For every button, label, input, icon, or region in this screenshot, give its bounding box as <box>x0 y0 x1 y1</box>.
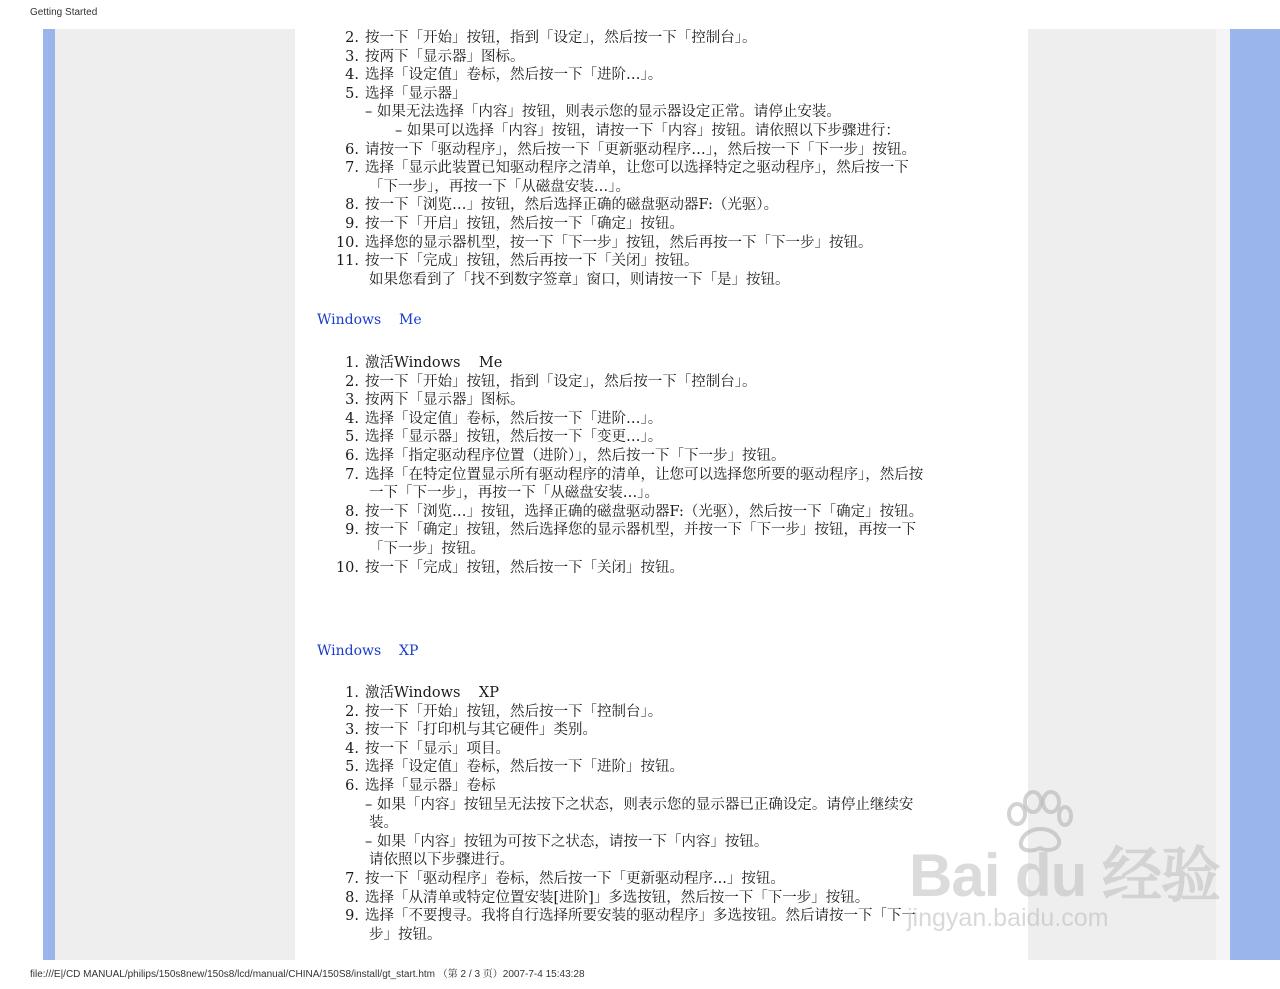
list-item-text: 如果您看到了「找不到数字签章」窗口，则请按一下「是」按钮。 <box>369 271 790 288</box>
list-item-text: 装。 <box>369 815 398 832</box>
list-item-number: 3. <box>345 392 359 409</box>
list-item-text: 选择「显示器」 <box>365 85 467 102</box>
list-item-number: 4. <box>345 67 359 84</box>
list-item-text: 选择「从清单或特定位置安装[进阶]」多选按钮，然后按一下「下一步」按钮。 <box>365 889 870 906</box>
list-item-text: 按一下「浏览…」按钮，选择正确的磁盘驱动器F:（光驱），然后按一下「确定」按钮。 <box>365 503 924 520</box>
list-item-text: 请按一下「驱动程序」，然后按一下「更新驱动程序…」，然后按一下「下一步」按钮。 <box>365 141 916 158</box>
list-item-text: 请依照以下步骤进行。 <box>369 852 514 869</box>
list-item-text: 「下一步」按钮。 <box>369 540 485 557</box>
list-item-number: 2. <box>345 30 359 46</box>
document-content <box>295 29 1028 960</box>
page-footer-path: file:///E|/CD MANUAL/philips/150s8new/150s8/lcd/manual/CHINA/150S8/install/gt_start.htm （第 2 / 3 页）2007-7-4 15:43:28 <box>30 969 585 980</box>
list-item-number: 5. <box>345 429 359 446</box>
list-item-text: 按一下「完成」按钮，然后按一下「关闭」按钮。 <box>365 559 684 576</box>
list-item-text: 按一下「打印机与其它硬件」类别。 <box>365 722 597 739</box>
list-item-text: 按一下「开始」按钮，指到「设定」，然后按一下「控制台」。 <box>365 373 757 390</box>
watermark-brand-text: Bai du 经验 <box>909 842 1221 909</box>
list-item-number: 8. <box>345 503 359 520</box>
list-item-text: – 如果可以选择「内容」按钮，请按一下「内容」按钮。请依照以下步骤进行： <box>395 122 900 139</box>
right-pale-strip <box>1216 29 1230 960</box>
list-item-text: 选择「指定驱动程序位置（进阶）」，然后按一下「下一步」按钮。 <box>365 447 786 464</box>
list-item-number: 7. <box>345 870 359 887</box>
list-item-number: 5. <box>345 759 359 776</box>
list-item-number: 6. <box>345 777 359 794</box>
watermark-url-text: jingyan.baidu.com <box>907 904 1109 932</box>
list-item-text: 步」按钮。 <box>369 926 442 943</box>
list-item-text: 「下一步」，再按一下「从磁盘安装…」。 <box>369 178 630 195</box>
list-item-text: 选择「显示器」卷标 <box>365 777 496 794</box>
list-item-text: 一下「下一步」，再按一下「从磁盘安装…」。 <box>369 485 659 502</box>
list-item-text: 选择您的显示器机型，按一下「下一步」按钮，然后再按一下「下一步」按钮。 <box>365 234 873 251</box>
list-item-number: 5. <box>345 85 359 102</box>
list-item-text: 按一下「驱动程序」卷标，然后按一下「更新驱动程序...」按钮。 <box>365 870 785 887</box>
left-gray-margin <box>55 29 295 960</box>
list-item-number: 3. <box>345 48 359 65</box>
list-item-number: 10. <box>335 559 359 576</box>
list-item-number: 4. <box>345 740 359 757</box>
list-item-text: 按一下「开始」按钮，指到「设定」，然后按一下「控制台」。 <box>365 30 757 46</box>
list-item-text: 按一下「显示」项目。 <box>365 740 510 757</box>
right-blue-band <box>1230 29 1280 960</box>
list-item-text: 按一下「开始」按钮，然后按一下「控制台」。 <box>365 703 663 720</box>
list-item-number: 7. <box>345 466 359 483</box>
list-item-number: 9. <box>345 908 359 925</box>
list-item-number: 7. <box>345 160 359 177</box>
list-item-number: 9. <box>345 215 359 232</box>
list-item-number: 10. <box>335 234 359 251</box>
list-item-text: 激活Windows XP <box>365 685 500 701</box>
section-heading-windows-me[interactable]: Windows Me <box>317 312 422 328</box>
list-item-number: 1. <box>345 355 359 371</box>
list-item-text: 按两下「显示器」图标。 <box>365 48 525 65</box>
list-item-text: – 如果「内容」按钮呈无法按下之状态，则表示您的显示器已正确设定。请停止继续安 <box>365 796 914 813</box>
list-item-number: 2. <box>345 703 359 720</box>
section-heading-windows-xp[interactable]: Windows XP <box>317 643 419 659</box>
list-item-number: 4. <box>345 410 359 427</box>
list-item-text: 选择「设定值」卷标，然后按一下「进阶…」。 <box>365 410 663 427</box>
list-item-text: 按一下「开启」按钮，然后按一下「确定」按钮。 <box>365 215 684 232</box>
list-item-text: 选择「在特定位置显示所有驱动程序的清单，让您可以选择您所要的驱动程序」，然后按 <box>365 466 924 483</box>
list-item-text: 选择「显示器」按钮，然后按一下「变更…」。 <box>365 429 663 446</box>
page-header-title: Getting Started <box>30 7 98 18</box>
list-item-text: 选择「显示此装置已知驱动程序之清单，让您可以选择特定之驱动程序」，然后按一下 <box>365 160 909 177</box>
list-item-number: 11. <box>335 253 359 270</box>
list-item-number: 8. <box>345 889 359 906</box>
list-item-number: 1. <box>345 685 359 701</box>
list-item-text: 按一下「确定」按钮，然后选择您的显示器机型，并按一下「下一步」按钮，再按一下 <box>365 522 916 539</box>
list-item-number: 8. <box>345 197 359 214</box>
list-item-number: 6. <box>345 447 359 464</box>
list-item-number: 3. <box>345 722 359 739</box>
list-item-text: 按两下「显示器」图标。 <box>365 392 525 409</box>
list-item-text: 按一下「完成」按钮，然后再按一下「关闭」按钮。 <box>365 253 699 270</box>
list-item-text: 按一下「浏览…」按钮，然后选择正确的磁盘驱动器F:（光驱）。 <box>365 197 779 214</box>
list-item-text: – 如果「内容」按钮为可按下之状态，请按一下「内容」按钮。 <box>365 833 769 850</box>
right-gray-margin <box>1028 29 1216 960</box>
list-item-text: 选择「设定值」卷标，然后按一下「进阶…」。 <box>365 67 663 84</box>
list-item-number: 2. <box>345 373 359 390</box>
list-item-text: 激活Windows Me <box>365 355 503 371</box>
list-item-number: 9. <box>345 522 359 539</box>
list-item-text: – 如果无法选择「内容」按钮，则表示您的显示器设定正常。请停止安装。 <box>365 104 841 121</box>
list-item-text: 选择「不要搜寻。我将自行选择所要安装的驱动程序」多选按钮。然后请按一下「下一 <box>365 908 916 925</box>
left-blue-band <box>43 29 55 960</box>
list-item-number: 6. <box>345 141 359 158</box>
list-item-text: 选择「设定值」卷标，然后按一下「进阶」按钮。 <box>365 759 684 776</box>
